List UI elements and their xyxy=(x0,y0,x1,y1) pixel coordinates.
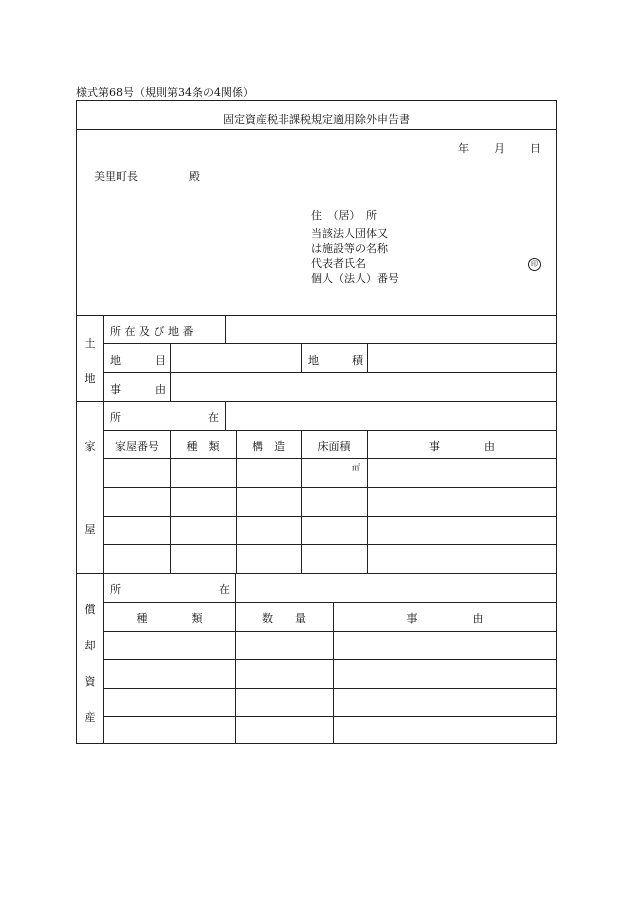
depreciable-section-label-3: 資 xyxy=(84,675,96,688)
land-area-label-1: 地 xyxy=(308,354,319,367)
applicant-name-label-1: 当該法人団体又 xyxy=(311,227,388,240)
house-col-reason: 事 由 xyxy=(429,440,495,453)
applicant-name-label-2: は施設等の名称 xyxy=(311,242,388,255)
depreciable-location-label-1: 所 xyxy=(110,583,121,596)
house-row[interactable] xyxy=(104,545,556,572)
addressee-honorific: 殿 xyxy=(189,170,200,183)
land-reason-label-1: 事 xyxy=(110,383,121,396)
depreciable-col-type: 種 類 xyxy=(136,612,203,625)
depreciable-col-quantity: 数 量 xyxy=(262,612,306,625)
house-row[interactable] xyxy=(104,459,556,486)
house-col-structure: 構 造 xyxy=(252,440,285,453)
land-location-field[interactable] xyxy=(226,316,556,343)
house-col-number: 家屋番号 xyxy=(115,440,159,453)
addressee-name: 美里町長 xyxy=(94,170,138,183)
land-section-label-1: 土 xyxy=(84,337,96,350)
depreciable-location-field[interactable] xyxy=(236,574,556,601)
seal-mark: 印 xyxy=(528,258,541,271)
house-location-field[interactable] xyxy=(226,402,556,429)
applicant-address-label: 住 （居） 所 xyxy=(311,209,377,222)
form-number: 様式第68号（規則第34条の4関係） xyxy=(76,86,254,99)
date-year: 年 xyxy=(458,142,469,155)
date-month: 月 xyxy=(494,142,505,155)
floor-area-unit: ㎡ xyxy=(352,463,360,472)
depreciable-section-label-1: 償 xyxy=(84,603,96,616)
depreciable-row[interactable] xyxy=(104,632,556,658)
house-section-label-2: 屋 xyxy=(84,523,96,536)
house-section-label-1: 家 xyxy=(84,440,96,453)
land-area-label-2: 積 xyxy=(352,354,363,367)
depreciable-row[interactable] xyxy=(104,717,556,743)
house-location-label-2: 在 xyxy=(208,411,219,424)
house-row[interactable] xyxy=(104,517,556,543)
land-reason-field[interactable] xyxy=(171,373,556,401)
depreciable-section-label-4: 産 xyxy=(84,711,96,724)
depreciable-col-reason: 事 由 xyxy=(406,612,484,625)
land-location-label: 所 在 及 び 地 番 xyxy=(110,325,194,338)
house-row[interactable] xyxy=(104,488,556,515)
depreciable-row[interactable] xyxy=(104,660,556,687)
land-section-label-2: 地 xyxy=(84,372,96,385)
representative-name-label: 代表者氏名 xyxy=(311,257,366,270)
house-col-type: 種 類 xyxy=(186,440,220,453)
land-reason-label-2: 由 xyxy=(155,383,166,396)
depreciable-section-label-2: 却 xyxy=(84,639,96,652)
depreciable-row[interactable] xyxy=(104,689,556,715)
personal-number-label: 個人（法人）番号 xyxy=(311,272,399,285)
date-day: 日 xyxy=(530,142,541,155)
house-col-floor-area: 床面積 xyxy=(317,440,351,453)
land-category-label-1: 地 xyxy=(110,354,121,367)
land-area-field[interactable] xyxy=(368,344,556,372)
land-category-label-2: 目 xyxy=(155,354,166,367)
depreciable-location-label-2: 在 xyxy=(219,583,230,596)
house-location-label-1: 所 xyxy=(110,411,121,424)
land-category-field[interactable] xyxy=(171,344,301,372)
form-title: 固定資産税非課税規定適用除外申告書 xyxy=(223,113,410,126)
